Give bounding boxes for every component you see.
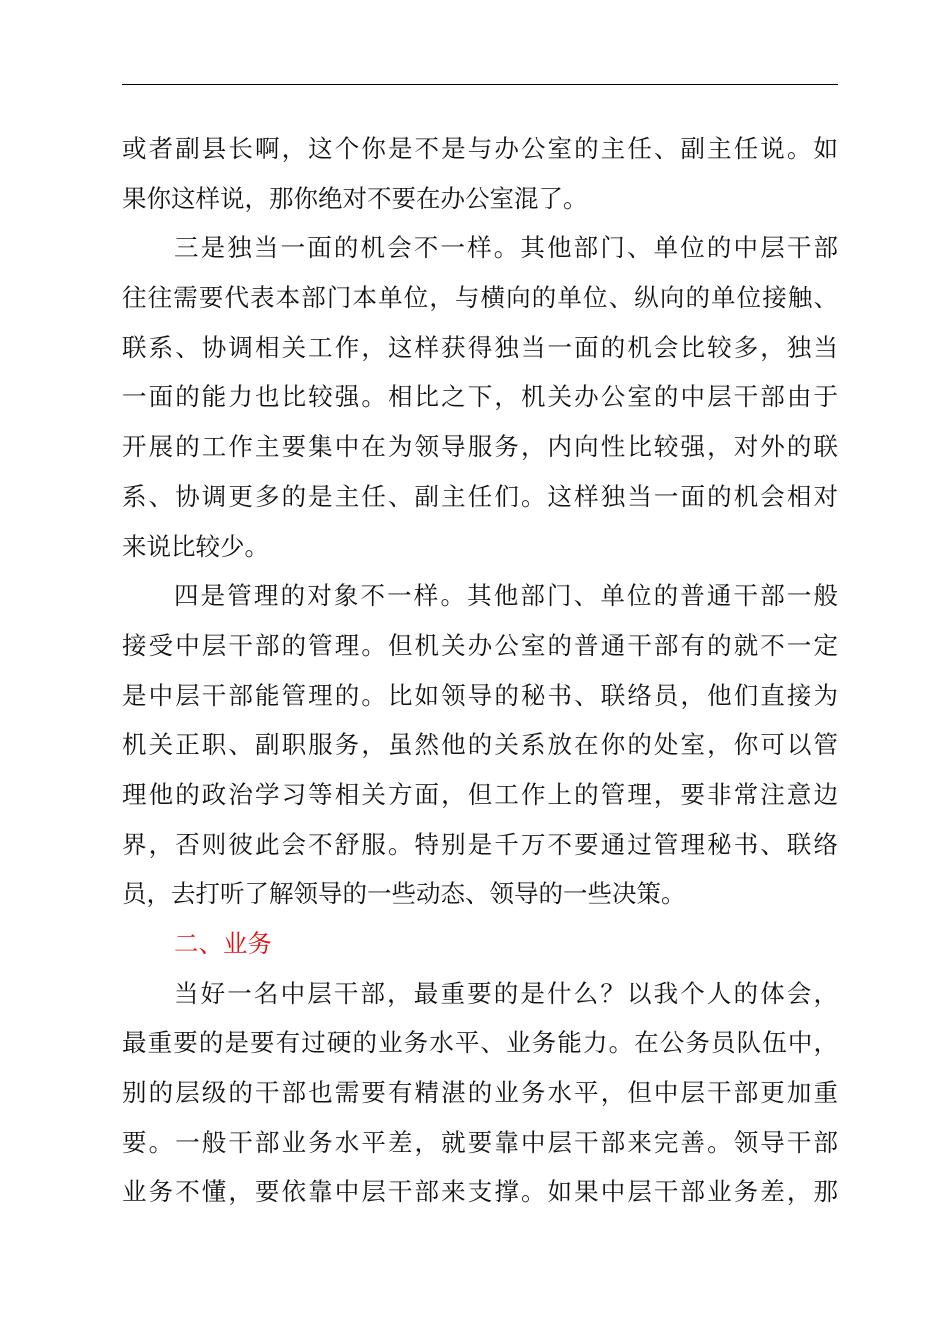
text-line: 员，去打听了解领导的一些动态、领导的一些决策。: [122, 879, 686, 909]
text-line: 或者副县长啊，这个你是不是与办公室的主任、副主任说。如: [122, 134, 838, 163]
text-line: 要。一般干部业务水平差，就要靠中层干部来完善。领导干部: [122, 1127, 838, 1157]
text-line: 联系、协调相关工作，这样获得独当一面的机会比较多，独当: [122, 332, 838, 362]
text-line: 机关正职、副职服务，虽然他的关系放在你的处室，你可以管: [122, 730, 838, 760]
paragraph-start-line: 三是独当一面的机会不一样。其他部门、单位的中层干部: [174, 233, 838, 263]
paragraph-start-line: 当好一名中层干部，最重要的是什么？以我个人的体会，: [174, 978, 838, 1008]
header-rule: [122, 84, 838, 85]
text-line: 理他的政治学习等相关方面，但工作上的管理，要非常注意边: [122, 779, 838, 809]
text-line: 接受中层干部的管理。但机关办公室的普通干部有的就不一定: [122, 630, 838, 660]
paragraph-start-line: 四是管理的对象不一样。其他部门、单位的普通干部一般: [174, 581, 838, 611]
text-line: 最重要的是要有过硬的业务水平、业务能力。在公务员队伍中，: [122, 1028, 838, 1058]
text-line: 往往需要代表本部门本单位，与横向的单位、纵向的单位接触、: [122, 283, 838, 313]
text-line: 一面的能力也比较强。相比之下，机关办公室的中层干部由于: [122, 382, 838, 412]
text-line: 是中层干部能管理的。比如领导的秘书、联络员，他们直接为: [122, 680, 838, 710]
text-line: 系、协调更多的是主任、副主任们。这样独当一面的机会相对: [122, 481, 838, 511]
section-heading: 二、业务: [174, 929, 272, 958]
text-line: 开展的工作主要集中在为领导服务，内向性比较强，对外的联: [122, 432, 838, 462]
text-line: 来说比较少。: [122, 531, 269, 561]
text-line: 果你这样说，那你绝对不要在办公室混了。: [122, 183, 588, 213]
text-line: 别的层级的干部也需要有精湛的业务水平，但中层干部更加重: [122, 1078, 838, 1108]
document-body: [122, 124, 838, 1217]
text-line: 业务不懂，要依靠中层干部来支撑。如果中层干部业务差，那: [122, 1177, 838, 1207]
text-line: 界，否则彼此会不舒服。特别是千万不要通过管理秘书、联络: [122, 829, 838, 859]
